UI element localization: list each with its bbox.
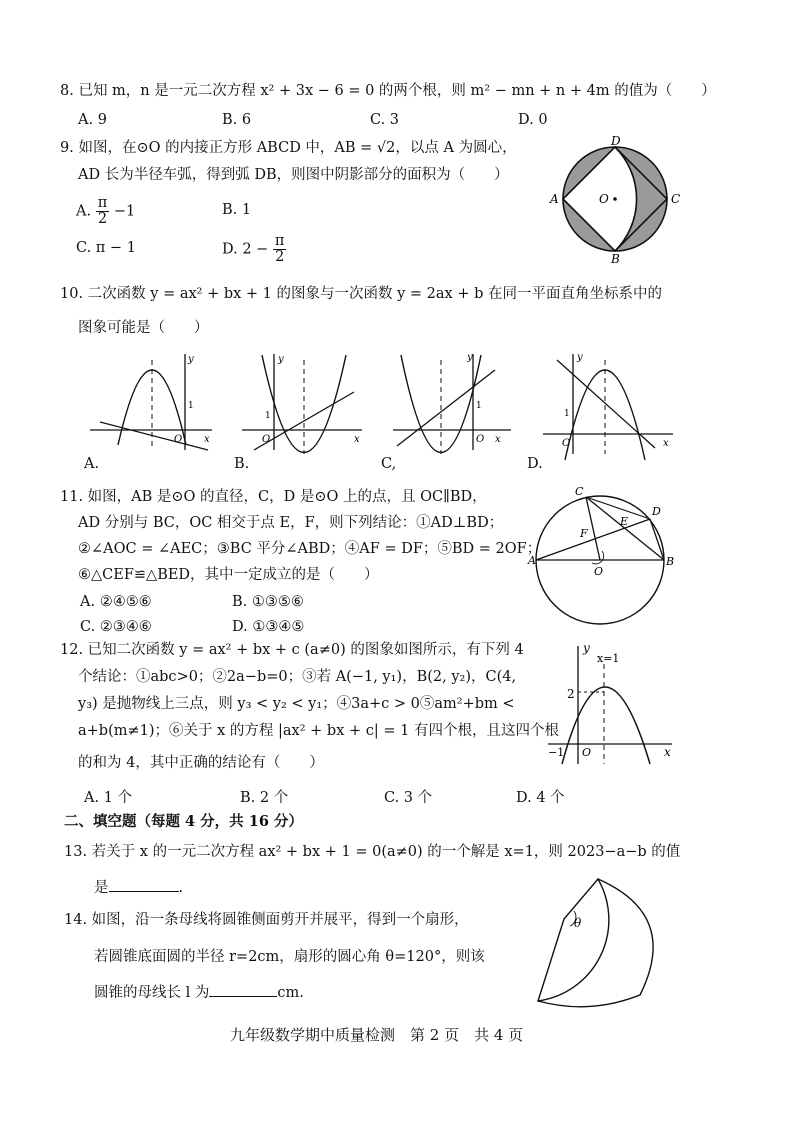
q8-option-b: B. 6	[222, 112, 252, 128]
q11-label-b: B	[666, 555, 675, 568]
section-fill-in-title: 二、填空题（每题 4 分，共 16 分）	[64, 813, 303, 830]
q13-stem-line1: 13. 若关于 x 的一元二次方程 ax² + bx + 1 = 0(a≠0) 的一个解是 x=1，则 2023−a−b 的值	[64, 844, 681, 860]
q14-stem-line3	[94, 986, 304, 1001]
q12-stem-line2: 个结论：①abc>0；②2a−b=0；③若 A(−1, y₁)，B(2, y₂)，C(4,	[78, 669, 517, 685]
q11-figure	[530, 485, 680, 635]
q9-option-d-numerator: π	[274, 233, 285, 249]
q13-stem-line2	[94, 881, 183, 896]
q10-c-x-label: x	[495, 434, 501, 445]
q11-label-e: E	[620, 515, 629, 528]
q10-b-one: 1	[265, 411, 271, 421]
q12-option-d: D. 4 个	[516, 790, 565, 806]
q8-option-c: C. 3	[370, 112, 400, 128]
q14-stem-suffix: cm.	[277, 985, 304, 1001]
q9-option-d-fraction	[273, 234, 287, 265]
q12-x-label: x	[664, 745, 671, 759]
q9-option-b: B. 1	[222, 202, 252, 218]
q9-option-d-denominator: 2	[275, 249, 285, 266]
q10-graph-b	[232, 350, 372, 455]
q11-option-d: D. ①③④⑤	[232, 619, 305, 635]
q9-label-d: D	[611, 134, 621, 148]
q10-graph-a	[80, 350, 220, 455]
q10-c-y-label: y	[467, 352, 473, 363]
q12-stem-line5: 的和为 4，其中正确的结论有（ ）	[78, 755, 324, 771]
q11-stem-line4: ⑥△CEF≌△BED，其中一定成立的是（ ）	[78, 567, 379, 583]
q12-option-c: C. 3 个	[384, 790, 433, 806]
q9-center-point	[613, 197, 617, 201]
q13-stem-suffix: .	[178, 880, 184, 896]
q10-stem-line1: 10. 二次函数 y = ax² + bx + 1 的图象与一次函数 y = 2ax + b 在同一平面直角坐标系中的	[60, 286, 662, 302]
q12-axis-label: x=1	[597, 652, 620, 665]
q10-graph-c	[383, 350, 523, 455]
q9-option-d	[222, 234, 286, 265]
q11-label-c: C	[575, 485, 584, 498]
q10-label-c: C,	[381, 456, 397, 472]
q9-option-a-suffix: −1	[113, 203, 136, 220]
q9-label-c: C	[671, 192, 681, 206]
q14-answer-blank[interactable]	[209, 996, 277, 997]
q12-stem-line4: a+b(m≠1)；⑥关于 x 的方程 |ax² + bx + c| = 1 有四个根，且这四个根	[78, 723, 559, 739]
q8-option-d: D. 0	[518, 112, 548, 128]
q8-option-a: A. 9	[78, 112, 107, 128]
q10-graph-d	[535, 350, 680, 455]
q14-stem-prefix: 圆锥的母线长 l 为	[94, 985, 210, 1001]
q12-option-b: B. 2 个	[240, 790, 289, 806]
q10-a-y-label: y	[188, 354, 194, 365]
q10-d-x-label: x	[663, 438, 669, 449]
q9-option-a	[76, 196, 135, 227]
q9-option-a-prefix: A.	[76, 203, 92, 220]
q10-b-x-label: x	[354, 434, 360, 445]
q12-stem-line1: 12. 已知二次函数 y = ax² + bx + c (a≠0) 的图象如图所示，有下列 4	[60, 642, 524, 658]
q10-d-y-label: y	[577, 352, 583, 363]
q11-label-a: A	[528, 554, 536, 567]
q10-label-b: B.	[234, 456, 250, 472]
q10-d-origin: O	[562, 438, 571, 449]
q10-d-one: 1	[564, 409, 570, 419]
q9-stem-line2: AD 长为半径车弧，得到弧 DB，则图中阴影部分的面积为（ ）	[78, 167, 509, 183]
q12-parabola	[562, 687, 650, 764]
q10-stem-line2: 图象可能是（ ）	[78, 320, 209, 336]
q14-arc	[538, 879, 653, 1007]
q10-a-x-label: x	[204, 434, 210, 445]
q9-label-b: B	[611, 252, 620, 266]
q12-figure	[544, 640, 679, 770]
q11-stem-line1: 11. 如图，AB 是⊙O 的直径，C，D 是⊙O 上的点，且 OC∥BD，	[60, 489, 487, 505]
q11-option-c: C. ②③④⑥	[80, 619, 152, 635]
q12-option-a: A. 1 个	[84, 790, 133, 806]
q9-option-a-denominator: 2	[97, 211, 108, 228]
q10-a-one: 1	[188, 401, 194, 411]
q10-label-a: A.	[84, 456, 100, 472]
q11-label-d: D	[652, 505, 661, 518]
q10-c-one: 1	[476, 401, 482, 411]
q13-answer-blank[interactable]	[109, 891, 179, 892]
q11-label-o: O	[594, 565, 604, 578]
q11-stem-line3: ②∠AOC = ∠AEC；③BC 平分∠ABD；④AF = DF；⑤BD = 2OF；	[78, 541, 542, 557]
q10-c-origin: O	[476, 434, 485, 445]
q11-segment-ad	[536, 519, 650, 560]
q14-sector	[538, 879, 609, 1001]
q9-label-a: A	[550, 192, 559, 206]
q9-option-a-fraction	[96, 196, 110, 227]
q11-option-a: A. ②④⑤⑥	[80, 594, 152, 610]
q14-stem-line2: 若圆锥底面圆的半径 r=2cm，扇形的圆心角 θ=120°，则该	[94, 949, 485, 965]
q9-option-c: C. π − 1	[76, 240, 136, 256]
q10-a-origin: O	[174, 434, 183, 445]
q11-label-f: F	[580, 527, 588, 540]
q8-stem: 8. 已知 m，n 是一元二次方程 x² + 3x − 6 = 0 的两个根，则 m² − mn + n + 4m 的值为（ ）	[60, 83, 716, 99]
q11-segment-cd	[586, 497, 650, 519]
q12-label-neg1: −1	[548, 746, 565, 759]
q9-figure	[545, 135, 685, 265]
q9-label-o: O	[599, 192, 609, 206]
q9-stem-line1: 9. 如图，在⊙O 的内接正方形 ABCD 中，AB = √2，以点 A 为圆心，	[60, 140, 517, 156]
q10-label-d: D.	[527, 456, 543, 472]
q12-label-two: 2	[567, 687, 575, 701]
q10-a-line	[100, 422, 208, 450]
q14-figure	[530, 875, 680, 1015]
q12-y-label: y	[583, 641, 590, 655]
q12-label-origin: O	[582, 746, 592, 759]
page-footer: 九年级数学期中质量检测 第 2 页 共 4 页	[230, 1026, 524, 1044]
q14-label-theta: θ	[574, 916, 582, 930]
q9-option-a-numerator: π	[97, 195, 108, 211]
q14-stem-line1: 14. 如图，沿一条母线将圆锥侧面剪开并展平，得到一个扇形，	[64, 912, 469, 928]
q11-stem-line2: AD 分别与 BC，OC 相交于点 E，F，则下列结论：①AD⊥BD；	[78, 515, 504, 531]
q11-option-b: B. ①③⑤⑥	[232, 594, 304, 610]
q12-stem-line3: y₃) 是抛物线上三点，则 y₃ < y₂ < y₁；④3a+c > 0⑤am²+bm <	[78, 696, 515, 712]
q9-option-d-prefix: D. 2 −	[222, 241, 269, 258]
q10-b-y-label: y	[278, 354, 284, 365]
q10-b-origin: O	[262, 434, 271, 445]
q13-stem-prefix: 是	[94, 880, 109, 896]
